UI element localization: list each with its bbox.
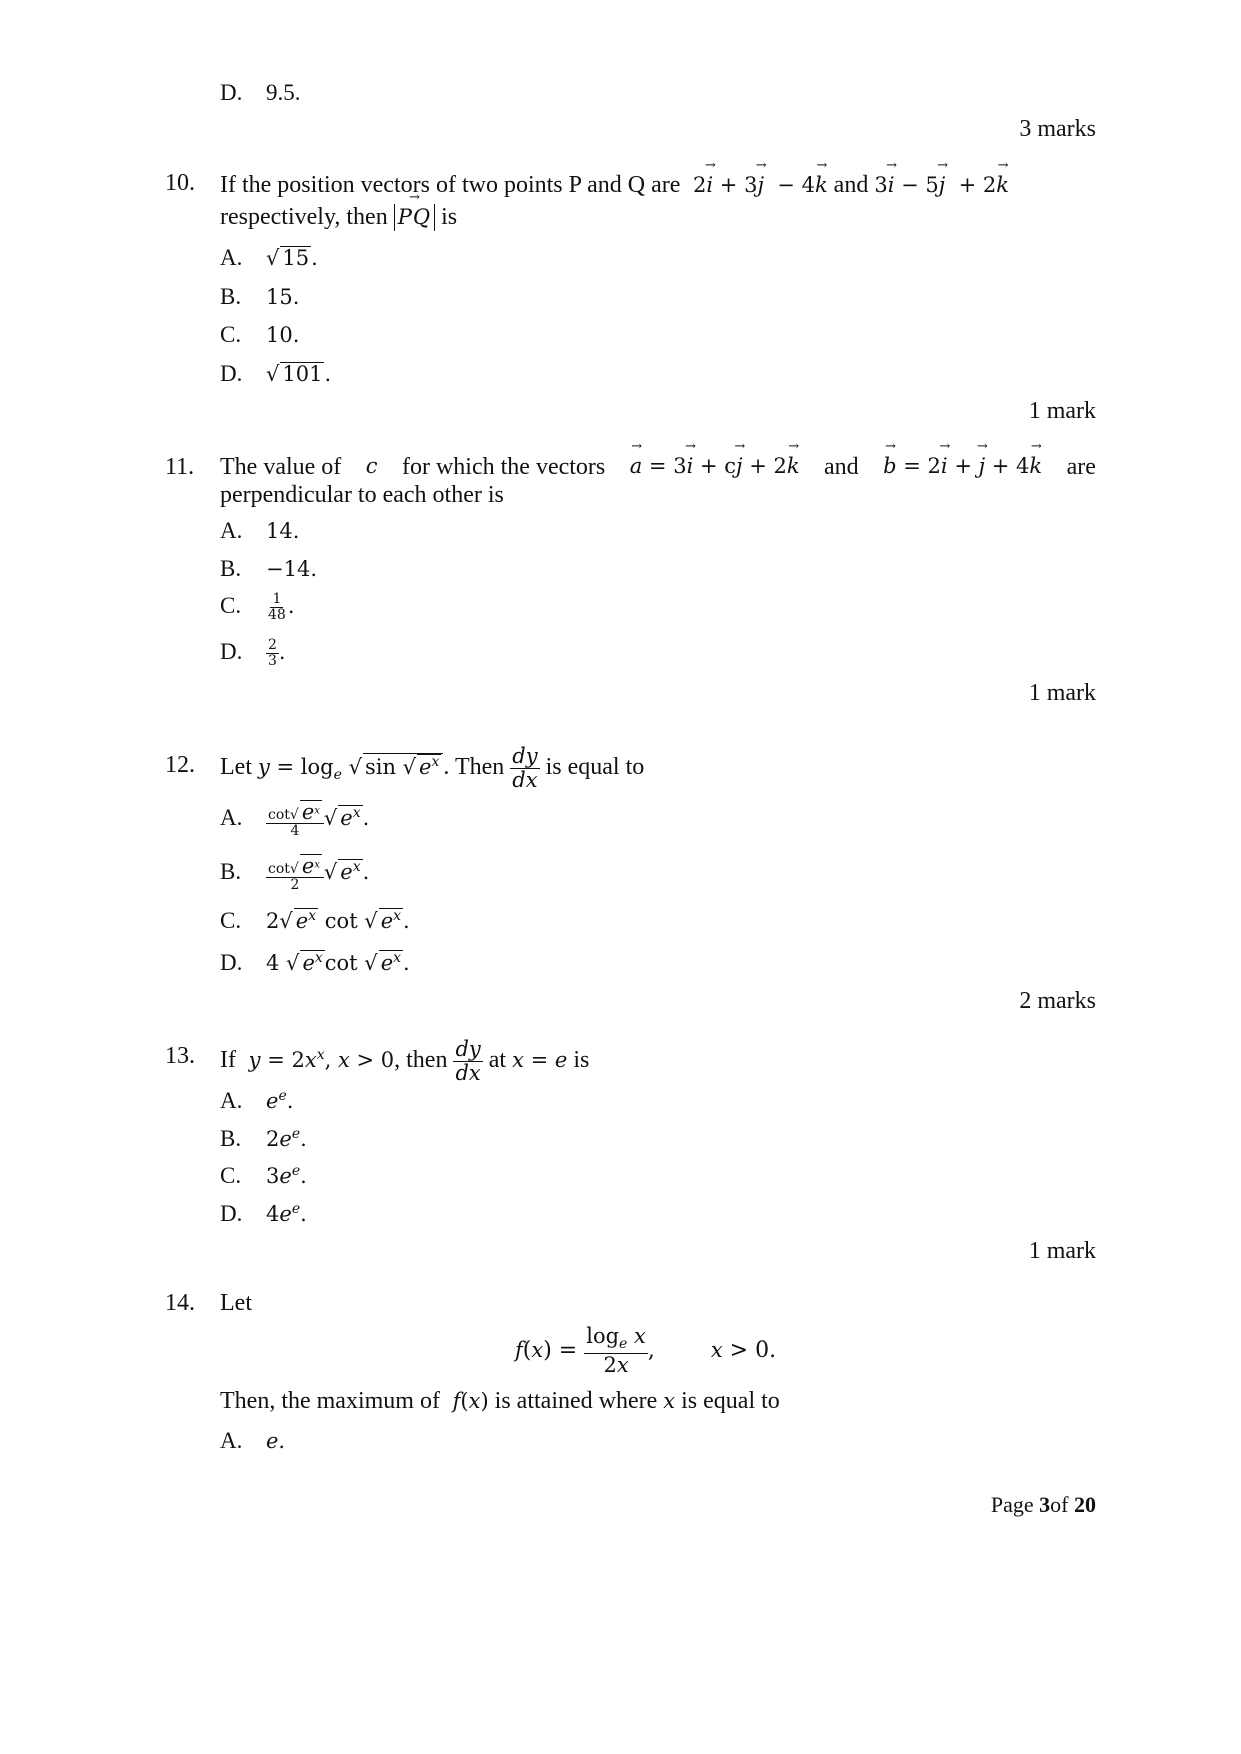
option-value: 14.	[266, 519, 300, 543]
q12-text-then: . Then	[443, 754, 505, 781]
option-coefficient: 3	[266, 1164, 280, 1188]
question-11-line1: The value of c for which the vectors → a = 3→ i + c→ j + 2→ k and → b = 2→ i + → j + 4→ k are	[220, 454, 1096, 481]
option-label: A.	[220, 245, 243, 270]
option-value: −14.	[266, 557, 317, 581]
prev-option-d	[220, 80, 301, 106]
q10-line2-start: respectively, then	[220, 204, 388, 230]
option-label: A.	[220, 1088, 243, 1113]
option-label: C.	[220, 593, 242, 619]
option-label: B.	[220, 1126, 242, 1151]
q12-option-d: D. 4 √ $e^x\cot$ √ $e^x$.	[220, 950, 410, 975]
footer-page-word: Page	[990, 1492, 1034, 1517]
q12-text-end: is equal to	[545, 754, 645, 781]
fraction-denominator: 2	[290, 877, 300, 894]
fraction-denominator: 48	[268, 607, 286, 624]
option-value: 101	[282, 362, 323, 386]
option-label: D.	[220, 80, 243, 105]
q13-option-d: D. $4e^e$.	[220, 1201, 307, 1226]
option-label: C.	[220, 908, 242, 933]
q12-text-let: Let	[220, 754, 252, 781]
fraction-numerator: 2	[268, 637, 277, 653]
option-label: D.	[220, 950, 243, 975]
question-number-14: 14.	[165, 1290, 195, 1316]
option-label: D.	[220, 361, 243, 386]
footer-page-number: 3	[1039, 1492, 1051, 1517]
q10-text-and: and	[833, 172, 869, 198]
q11-text-and: and	[824, 454, 859, 480]
option-label: B.	[220, 859, 242, 885]
option-coefficient: 4	[266, 951, 280, 975]
q11-text-start: The value of	[220, 454, 342, 480]
question-number-12: 12.	[165, 752, 195, 778]
q10-text-start: If the position vectors of two points P and Q are	[220, 172, 681, 198]
q12-option-b: B. $\frac{\cot√ e^x}{2}$ √ $e^x$.	[220, 854, 370, 894]
option-coefficient: 4	[266, 1202, 280, 1226]
option-label: B.	[220, 556, 242, 581]
q11-text-mid: for which the vectors	[401, 454, 606, 480]
question-10-line1: If the position vectors of two points P and Q are 2→ i + 3→ j − 4→ k and 3→ i − 5→ j + 2→ k	[220, 172, 1009, 199]
q10-option-b	[220, 284, 299, 310]
question-number-13: 13.	[165, 1043, 195, 1069]
question-number-11: 11.	[165, 454, 195, 480]
option-label: D.	[220, 1201, 243, 1226]
question-12-line: Let $y = \log_e$ √ sin √ $e^x$ . Then $\frac{dy}{dx}$ is equal to	[220, 744, 645, 793]
q13-option-b: B. $2e^e$.	[220, 1126, 307, 1151]
footer-of-word: of	[1050, 1492, 1069, 1517]
option-value: e.	[266, 1429, 286, 1453]
option-value: 15	[282, 246, 310, 270]
q10-option-c	[220, 322, 299, 348]
q11-line2: perpendicular to each other is	[220, 482, 504, 508]
q10-marks: 1 mark	[1028, 398, 1096, 424]
option-coefficient: 2	[266, 909, 280, 933]
prev-marks: 3 marks	[1019, 116, 1096, 142]
q13-marks: 1 mark	[1028, 1238, 1096, 1264]
q14-text-equal: is equal to	[681, 1388, 780, 1414]
option-value: 9.5.	[266, 80, 301, 105]
question-number-10: 10.	[165, 170, 195, 196]
q10-option-d: D. √ 101.	[220, 361, 332, 386]
q11-option-a	[220, 518, 299, 544]
option-label: C.	[220, 1163, 242, 1188]
q12-option-c: C. 2√ $e^x$ cot √ $e^x$.	[220, 908, 410, 933]
option-label: A.	[220, 805, 243, 831]
option-label: B.	[220, 284, 242, 309]
q12-marks: 2 marks	[1019, 988, 1096, 1014]
page-footer	[991, 1492, 1096, 1518]
option-label: C.	[220, 322, 242, 347]
q13-text-is: is	[573, 1047, 590, 1074]
q13-text-at: at	[488, 1047, 507, 1074]
fraction-denominator: 4	[290, 823, 300, 840]
q14-text-then: Then, the maximum of	[220, 1388, 440, 1414]
question-10-line2: respectively, then → PQ is	[220, 204, 457, 231]
option-value: 15.	[266, 285, 300, 309]
q13-text-then: , then	[394, 1047, 448, 1074]
option-value: 10.	[266, 323, 300, 347]
q10-option-a: A. √ 15.	[220, 245, 318, 270]
q14-option-a	[220, 1428, 285, 1454]
question-13-line: If $y = 2x^x$, x > 0, then $\frac{dy}{dx}$ at x = e is	[220, 1037, 590, 1086]
q11-option-b	[220, 556, 317, 582]
option-coefficient: 2	[266, 1127, 280, 1151]
fraction-numerator: 1	[272, 591, 282, 607]
q11-option-c: C. $\frac{1}{48}$ .	[220, 591, 295, 624]
q14-equation: f(x) = $\frac{\log_e x}{2x}$ , x > 0.	[515, 1324, 777, 1377]
q13-option-c: C. $3e^e$.	[220, 1163, 307, 1188]
q10-line2-end: is	[441, 204, 458, 230]
q13-text-if: If	[220, 1047, 236, 1074]
q13-option-a: A. $e^e$.	[220, 1088, 294, 1113]
option-label: D.	[220, 639, 243, 665]
option-label: A.	[220, 518, 243, 543]
q11-text-are: are	[1066, 454, 1096, 480]
fraction-denominator: 3	[268, 653, 277, 670]
q11-option-d: D. $\frac{2}{3}$ .	[220, 637, 286, 670]
q14-text-let: Let	[220, 1290, 252, 1316]
footer-total-pages: 20	[1074, 1492, 1096, 1517]
option-label: A.	[220, 1428, 243, 1453]
q14-text-attained: is attained where	[494, 1388, 658, 1414]
q12-option-a: A. $\frac{\cot√ e^x}{4}$ √ $e^x$.	[220, 800, 370, 840]
q11-marks: 1 mark	[1028, 680, 1096, 706]
question-14-line2: Then, the maximum of f(x) is attained where x is equal to	[220, 1388, 780, 1414]
